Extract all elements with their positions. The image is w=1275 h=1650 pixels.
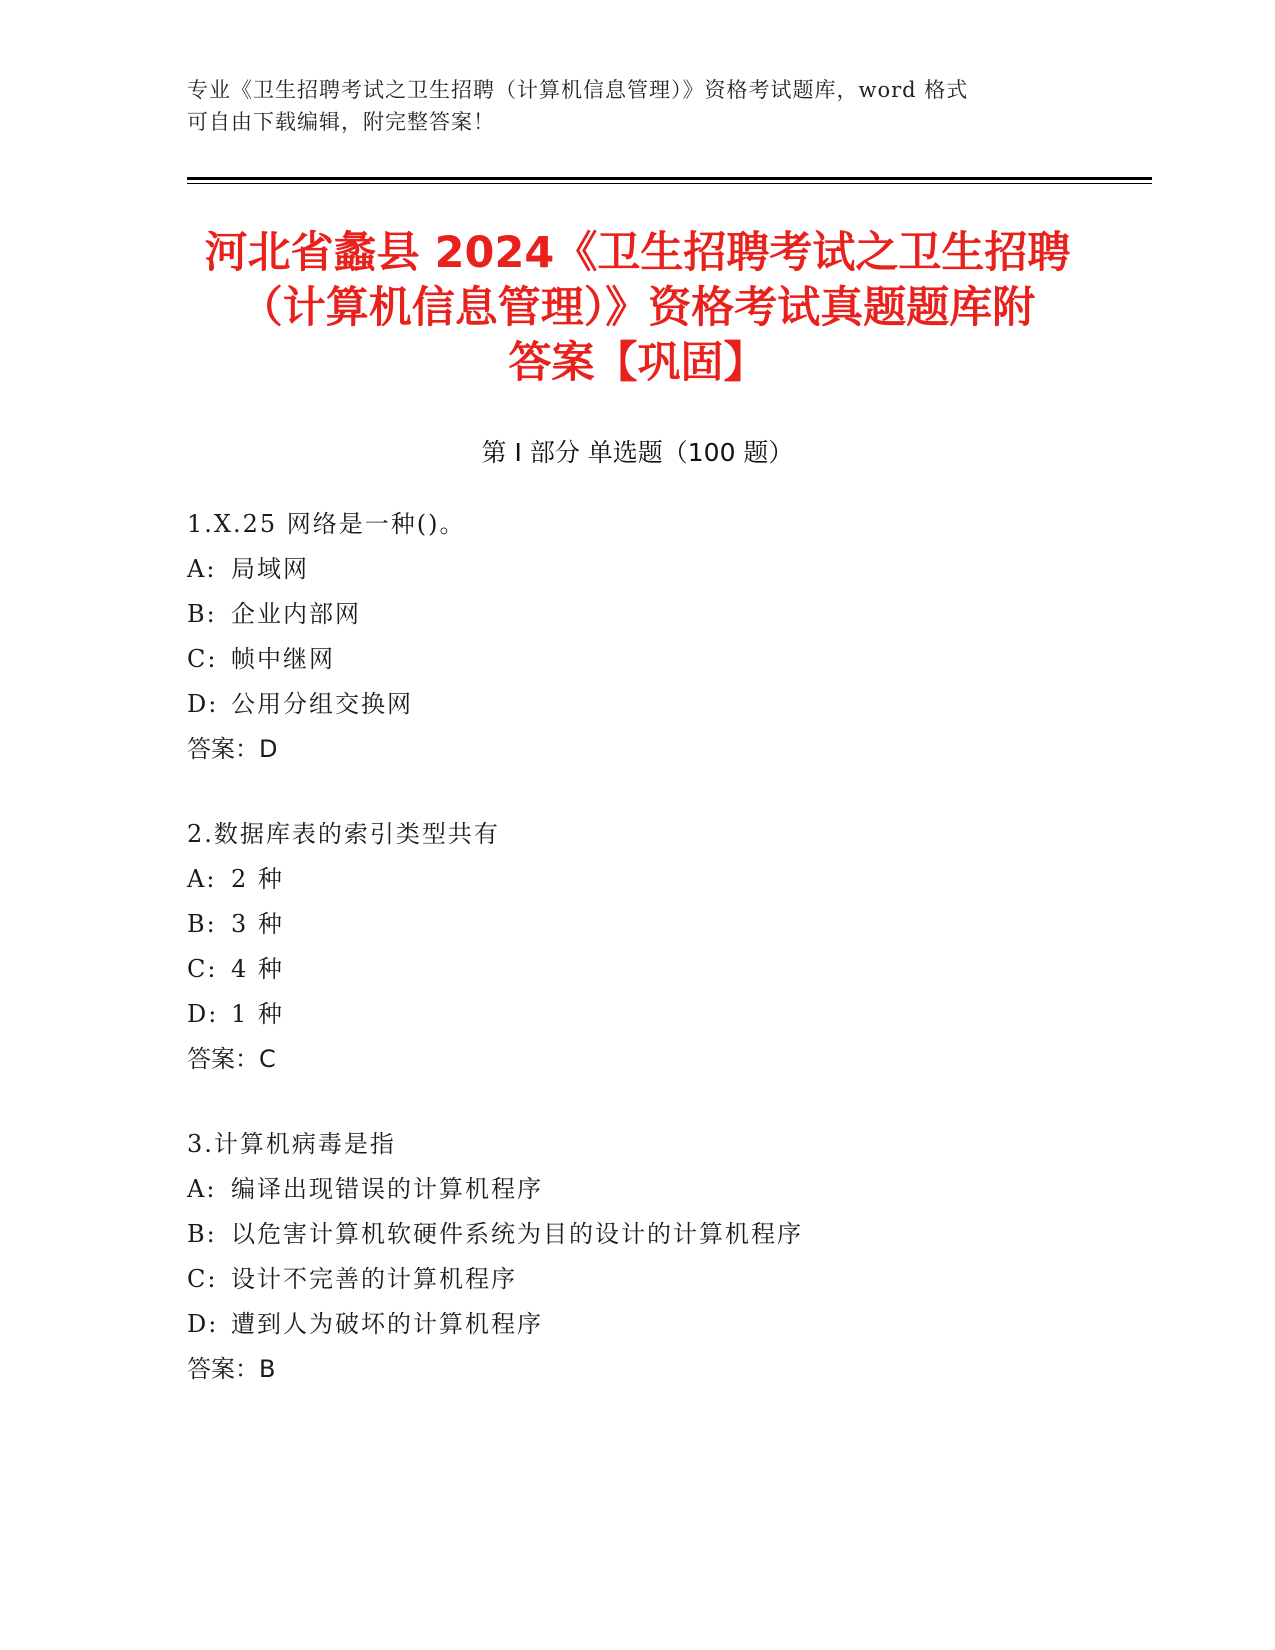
option-text: 设计不完善的计算机程序 (231, 1265, 517, 1293)
option-text: 编译出现错误的计算机程序 (231, 1175, 543, 1203)
header-divider-thin (187, 183, 1152, 184)
option-letter: A: (187, 1175, 217, 1203)
option-letter: C: (187, 1265, 218, 1293)
question-1 (187, 502, 1087, 772)
option-text: 帧中继网 (231, 645, 335, 673)
option-text: 2 种 (231, 865, 284, 893)
option-letter: B: (187, 1220, 217, 1248)
option-letter: D: (187, 1310, 219, 1338)
option-text: 遭到人为破坏的计算机程序 (231, 1310, 543, 1338)
option-letter: A: (187, 555, 217, 583)
option-b (187, 1212, 1087, 1257)
option-text: 以危害计算机软硬件系统为目的设计的计算机程序 (231, 1220, 803, 1248)
option-letter: D: (187, 1000, 219, 1028)
option-d (187, 1302, 1087, 1347)
option-text: 局域网 (231, 555, 309, 583)
title-line-1: 河北省蠡县 2024《卫生招聘考试之卫生招聘 (204, 228, 1071, 278)
question-3 (187, 1122, 1087, 1392)
answer: 答案：B (187, 1355, 276, 1383)
option-text: 1 种 (231, 1000, 284, 1028)
answer: 答案：D (187, 735, 278, 763)
answer: 答案：C (187, 1045, 276, 1073)
option-text: 3 种 (231, 910, 284, 938)
option-text: 4 种 (231, 955, 284, 983)
option-a (187, 857, 1087, 902)
question-stem: 1.X.25 网络是一种()。 (187, 510, 466, 538)
option-letter: D: (187, 690, 219, 718)
section-title: 第 I 部分 单选题（100 题） (481, 438, 794, 467)
question-stem: 3.计算机病毒是指 (187, 1130, 396, 1158)
option-d (187, 682, 1087, 727)
option-letter: B: (187, 600, 217, 628)
option-b (187, 902, 1087, 947)
option-letter: B: (187, 910, 217, 938)
option-text: 公用分组交换网 (231, 690, 413, 718)
option-d (187, 992, 1087, 1037)
document-title (150, 226, 1125, 391)
title-line-2: （计算机信息管理）》资格考试真题题库附 (239, 283, 1036, 333)
option-letter: C: (187, 955, 218, 983)
option-letter: C: (187, 645, 218, 673)
option-b (187, 592, 1087, 637)
option-a (187, 1167, 1087, 1212)
option-letter: A: (187, 865, 217, 893)
header-divider-thick (187, 177, 1152, 180)
option-text: 企业内部网 (231, 600, 361, 628)
question-2 (187, 812, 1087, 1082)
header-note (187, 74, 1087, 138)
question-stem: 2.数据库表的索引类型共有 (187, 820, 500, 848)
option-c (187, 947, 1087, 992)
header-note-line-2: 可自由下载编辑，附完整答案！ (187, 110, 495, 134)
header-note-line-1: 专业《卫生招聘考试之卫生招聘（计算机信息管理）》资格考试题库，word 格式 (187, 78, 969, 102)
option-a (187, 547, 1087, 592)
option-c (187, 1257, 1087, 1302)
title-line-3: 答案【巩固】 (508, 338, 767, 388)
option-c (187, 637, 1087, 682)
